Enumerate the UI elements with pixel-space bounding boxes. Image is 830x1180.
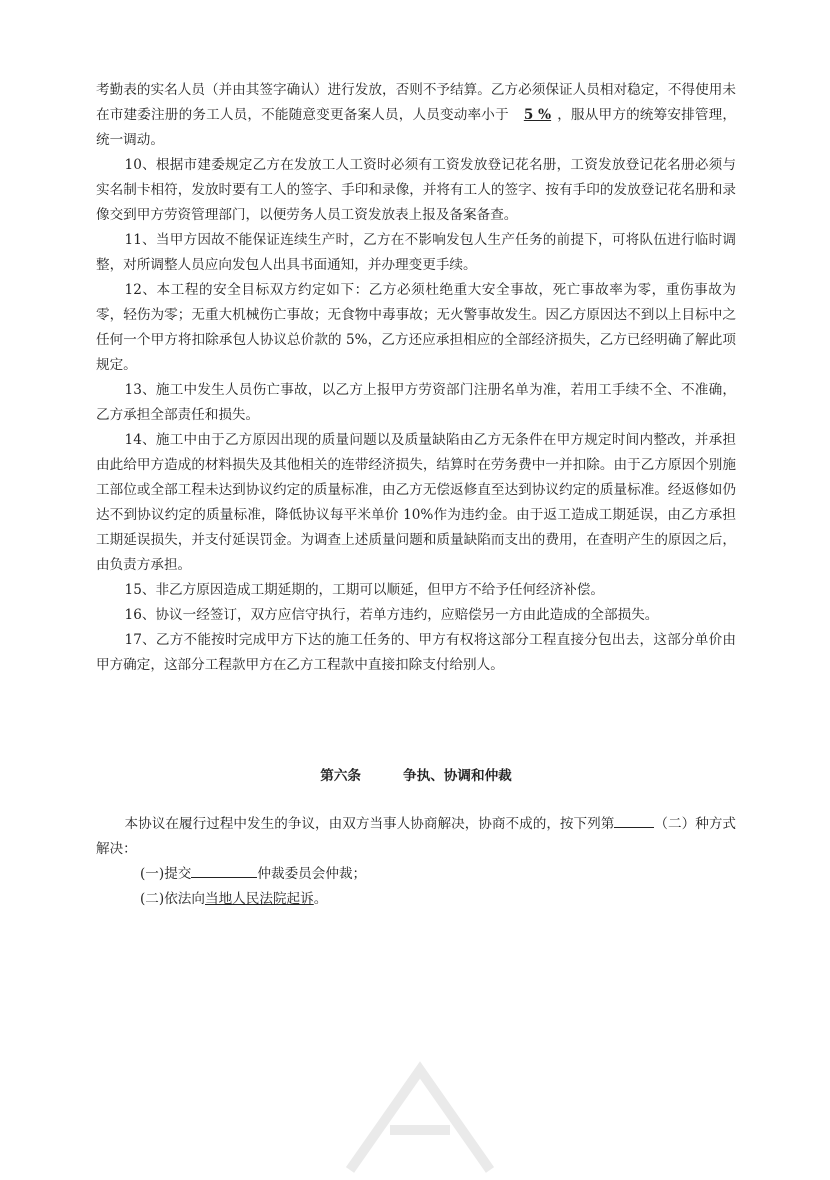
option-1-suffix: 仲裁委员会仲裁； — [257, 866, 367, 882]
clause-17: 17、乙方不能按时完成甲方下达的施工任务的、甲方有权将这部分工程直接分包出去，这部分单价由甲方确定，这部分工程款甲方在乙方工程款中直接扣除支付给别人。 — [96, 632, 736, 673]
arbitration-blank — [191, 877, 257, 878]
clause-12: 12、本工程的安全目标双方约定如下：乙方必须杜绝重大安全事故，死亡事故率为零，重伤事故为零，轻伤为零；无重大机械伤亡事故；无食物中毒事故；无火警事故发生。因乙方原因达不到以上目标中之任何一个甲方将扣除承包人协议总价款的 5%，乙方还应承担相应的全部经济损失，乙方已经明确了解此项规定。 — [96, 282, 736, 373]
clause-14: 14、施工中由于乙方原因出现的质量问题以及质量缺陷由乙方无条件在甲方规定时间内整改，并承担由此给甲方造成的材料损失及其他相关的连带经济损失，结算时在劳务费中一并扣除。由于乙方原因个别施工部位或全部工程未达到协议约定的质量标准，由乙方无偿返修直至达到协议约定的质量标准。经返修如仍达不到协议约定的质量标准，降低协议每平米单价 10%作为违约金。由于返工造成工期延误，由乙方承担工期延误损失，并支付延误罚金。为调查上述质量问题和质量缺陷而支出的费用，在查明产生的原因之后，由负责方承担。 — [96, 432, 736, 573]
option-2 — [96, 887, 736, 912]
dispute-paragraph — [96, 812, 736, 862]
document-page — [96, 78, 737, 907]
section-6-title: 争执、协调和仲裁 — [403, 768, 512, 784]
intro-paragraph — [96, 78, 736, 153]
dispute-text-b: 种方式解决： — [96, 816, 737, 857]
clause-13: 13、施工中发生人员伤亡事故，以乙方上报甲方劳资部门注册名单为准，若用工手续不全、不准确，乙方承担全部责任和损失。 — [96, 382, 736, 423]
option-2-court: 当地人民法院起诉 — [204, 891, 314, 907]
intro-text-a: 考勤表的实名人员（并由其签字确认）进行发放，否则不予结算。乙方必须保证人员相对稳定，不得使用未在市建委注册的务工人员，不能随意变更备案人员，人员变动率小于 — [96, 82, 736, 123]
watermark-graphic — [330, 1030, 510, 1180]
dispute-text-a: 本协议在履行过程中发生的争议，由双方当事人协商解决，协商不成的，按下列第 — [124, 816, 615, 832]
clause-15: 15、非乙方原因造成工期延期的，工期可以顺延，但甲方不给予任何经济补偿。 — [124, 582, 605, 598]
clause-16: 16、协议一经签订，双方应信守执行，若单方违约，应赔偿另一方由此造成的全部损失。 — [124, 607, 659, 623]
dispute-choice: （二） — [654, 816, 696, 832]
intro-text-b: ，服从甲方的统筹安排管理，统一调动。 — [96, 107, 737, 148]
option-1 — [96, 862, 736, 887]
section-6-heading — [96, 764, 736, 789]
section-6-body — [96, 812, 736, 912]
turnover-rate: 5 % — [523, 107, 552, 123]
option-2-suffix: 。 — [313, 891, 328, 907]
option-2-prefix: (二)依法向 — [140, 891, 205, 907]
clause-11: 11、当甲方因故不能保证连续生产时，乙方在不影响发包人生产任务的前提下，可将队伍进行临时调整，对所调整人员应向发包人出具书面通知，并办理变更手续。 — [96, 232, 736, 273]
choice-blank — [614, 827, 654, 828]
clause-10: 10、根据市建委规定乙方在发放工人工资时必须有工资发放登记花名册，工资发放登记花名册必须与实名制卡相符，发放时要有工人的签字、手印和录像，并将有工人的签字、按有手印的发放登记花名册和录像交到甲方劳资管理部门，以便劳务人员工资发放表上报及备案备查。 — [96, 157, 736, 223]
section-6-number: 第六条 — [320, 768, 362, 784]
option-1-prefix: (一)提交 — [140, 866, 192, 882]
